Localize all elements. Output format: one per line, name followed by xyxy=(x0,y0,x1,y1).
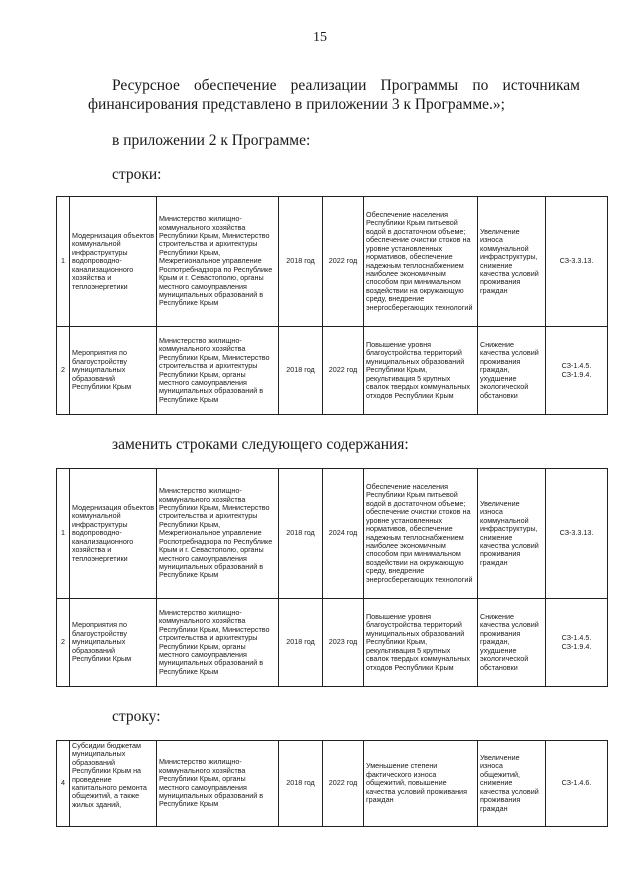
rows-label: строки: xyxy=(112,166,162,183)
executors: Министерство жилищно-коммунального хозяйства Республики Крым, Министерство строительства и архитектуры Республики Крым, органы местного самоуправления муниципальных образований в Республике Крым xyxy=(157,327,279,415)
intro-paragraph: Ресурсное обеспечение реализации Программы по источникам финансирования представлено в приложении 3 к Программе.»; xyxy=(88,77,580,113)
row-number: 1 xyxy=(57,197,70,327)
non-implementation-effect: Увеличение износа коммунальной инфраструктуры, снижение качества условий проживания граждан xyxy=(478,197,546,327)
row-number: 2 xyxy=(57,599,70,687)
table-row xyxy=(57,327,608,415)
indicator-code: СЗ-1.4.5. СЗ-1.9.4. xyxy=(546,327,608,415)
expected-result: Обеспечение населения Республики Крым питьевой водой в достаточном объеме; обеспечение очистки стоков на уровне установленных нормативов, обеспечение надежным теплоснабжением наиболее экономичным способом при минимальном воздействии на окружающую среду, внедрение энергосберегающих технологий xyxy=(364,469,478,599)
end-year: 2022 год xyxy=(323,741,364,827)
indicator-code: СЗ-3.3.13. xyxy=(546,469,608,599)
non-implementation-effect: Снижение качества условий проживания граждан, ухудшение экологической обстановки xyxy=(478,599,546,687)
executors: Министерство жилищно-коммунального хозяйства Республики Крым, Министерство строительства и архитектуры Республики Крым, органы местного самоуправления муниципальных образований в Республике Крым xyxy=(157,599,279,687)
event-name: Модернизация объектов коммунальной инфраструктуры водопроводно-канализационного хозяйства и теплоэнергетики xyxy=(70,469,157,599)
table-row xyxy=(57,741,608,827)
event-name: Мероприятия по благоустройству муниципальных образований Республики Крым xyxy=(70,599,157,687)
single-row-label: строку: xyxy=(112,708,161,725)
indicator-code: СЗ-1.4.5. СЗ-1.9.4. xyxy=(546,599,608,687)
non-implementation-effect: Снижение качества условий проживания граждан, ухудшение экологической обстановки xyxy=(478,327,546,415)
table-row xyxy=(57,599,608,687)
page-number: 15 xyxy=(313,30,327,45)
event-name: Мероприятия по благоустройству муниципальных образований Республики Крым xyxy=(70,327,157,415)
expected-result: Уменьшение степени фактического износа общежитий, повышение качества условий проживания граждан xyxy=(364,741,478,827)
indicator-code: СЗ-3.3.13. xyxy=(546,197,608,327)
end-year: 2024 год xyxy=(323,469,364,599)
row-number: 2 xyxy=(57,327,70,415)
old-rows-table xyxy=(56,196,608,415)
event-name: Модернизация объектов коммунальной инфраструктуры водопроводно-канализационного хозяйства и теплоэнергетики xyxy=(70,197,157,327)
single-row-table xyxy=(56,740,608,827)
expected-result: Повышение уровня благоустройства территорий муниципальных образований Республики Крым, рекультивация 5 крупных свалок твердых коммунальных отходов Республики Крым xyxy=(364,327,478,415)
event-name: Субсидии бюджетам муниципальных образований Республики Крым на проведение капитального ремонта общежитий, а также жилых зданий, xyxy=(70,741,157,827)
start-year: 2018 год xyxy=(279,599,323,687)
executors: Министерство жилищно-коммунального хозяйства Республики Крым, Министерство строительства и архитектуры Республики Крым, Межрегиональное управление Роспотребнадзора по Республике Крым и г. Севастополю, органы местного самоуправления муниципальных образований в Республике Крым xyxy=(157,469,279,599)
expected-result: Повышение уровня благоустройства территорий муниципальных образований Республики Крым, рекультивация 5 крупных свалок твердых коммунальных отходов Республики Крым xyxy=(364,599,478,687)
table-row xyxy=(57,469,608,599)
executors: Министерство жилищно-коммунального хозяйства Республики Крым, органы местного самоуправления муниципальных образований в Республике Крым xyxy=(157,741,279,827)
start-year: 2018 год xyxy=(279,741,323,827)
row-number: 1 xyxy=(57,469,70,599)
appendix-2-heading: в приложении 2 к Программе: xyxy=(112,132,311,149)
new-rows-table xyxy=(56,468,608,687)
start-year: 2018 год xyxy=(279,197,323,327)
end-year: 2022 год xyxy=(323,327,364,415)
executors: Министерство жилищно-коммунального хозяйства Республики Крым, Министерство строительства и архитектуры Республики Крым, Межрегиональное управление Роспотребнадзора по Республике Крым и г. Севастополю, органы местного самоуправления муниципальных образований в Республике Крым xyxy=(157,197,279,327)
start-year: 2018 год xyxy=(279,469,323,599)
end-year: 2022 год xyxy=(323,197,364,327)
row-number: 4 xyxy=(57,741,70,827)
end-year: 2023 год xyxy=(323,599,364,687)
table-row xyxy=(57,197,608,327)
start-year: 2018 год xyxy=(279,327,323,415)
non-implementation-effect: Увеличение износа общежитий, снижение качества условий проживания граждан xyxy=(478,741,546,827)
indicator-code: СЗ-1.4.6. xyxy=(546,741,608,827)
replace-label: заменить строками следующего содержания: xyxy=(112,436,409,453)
non-implementation-effect: Увеличение износа коммунальной инфраструктуры, снижение качества условий проживания граждан xyxy=(478,469,546,599)
expected-result: Обеспечение населения Республики Крым питьевой водой в достаточном объеме; обеспечение очистки стоков на уровне установленных нормативов, обеспечение надежным теплоснабжением наиболее экономичным способом при минимальном воздействии на окружающую среду, внедрение энергосберегающих технологий xyxy=(364,197,478,327)
